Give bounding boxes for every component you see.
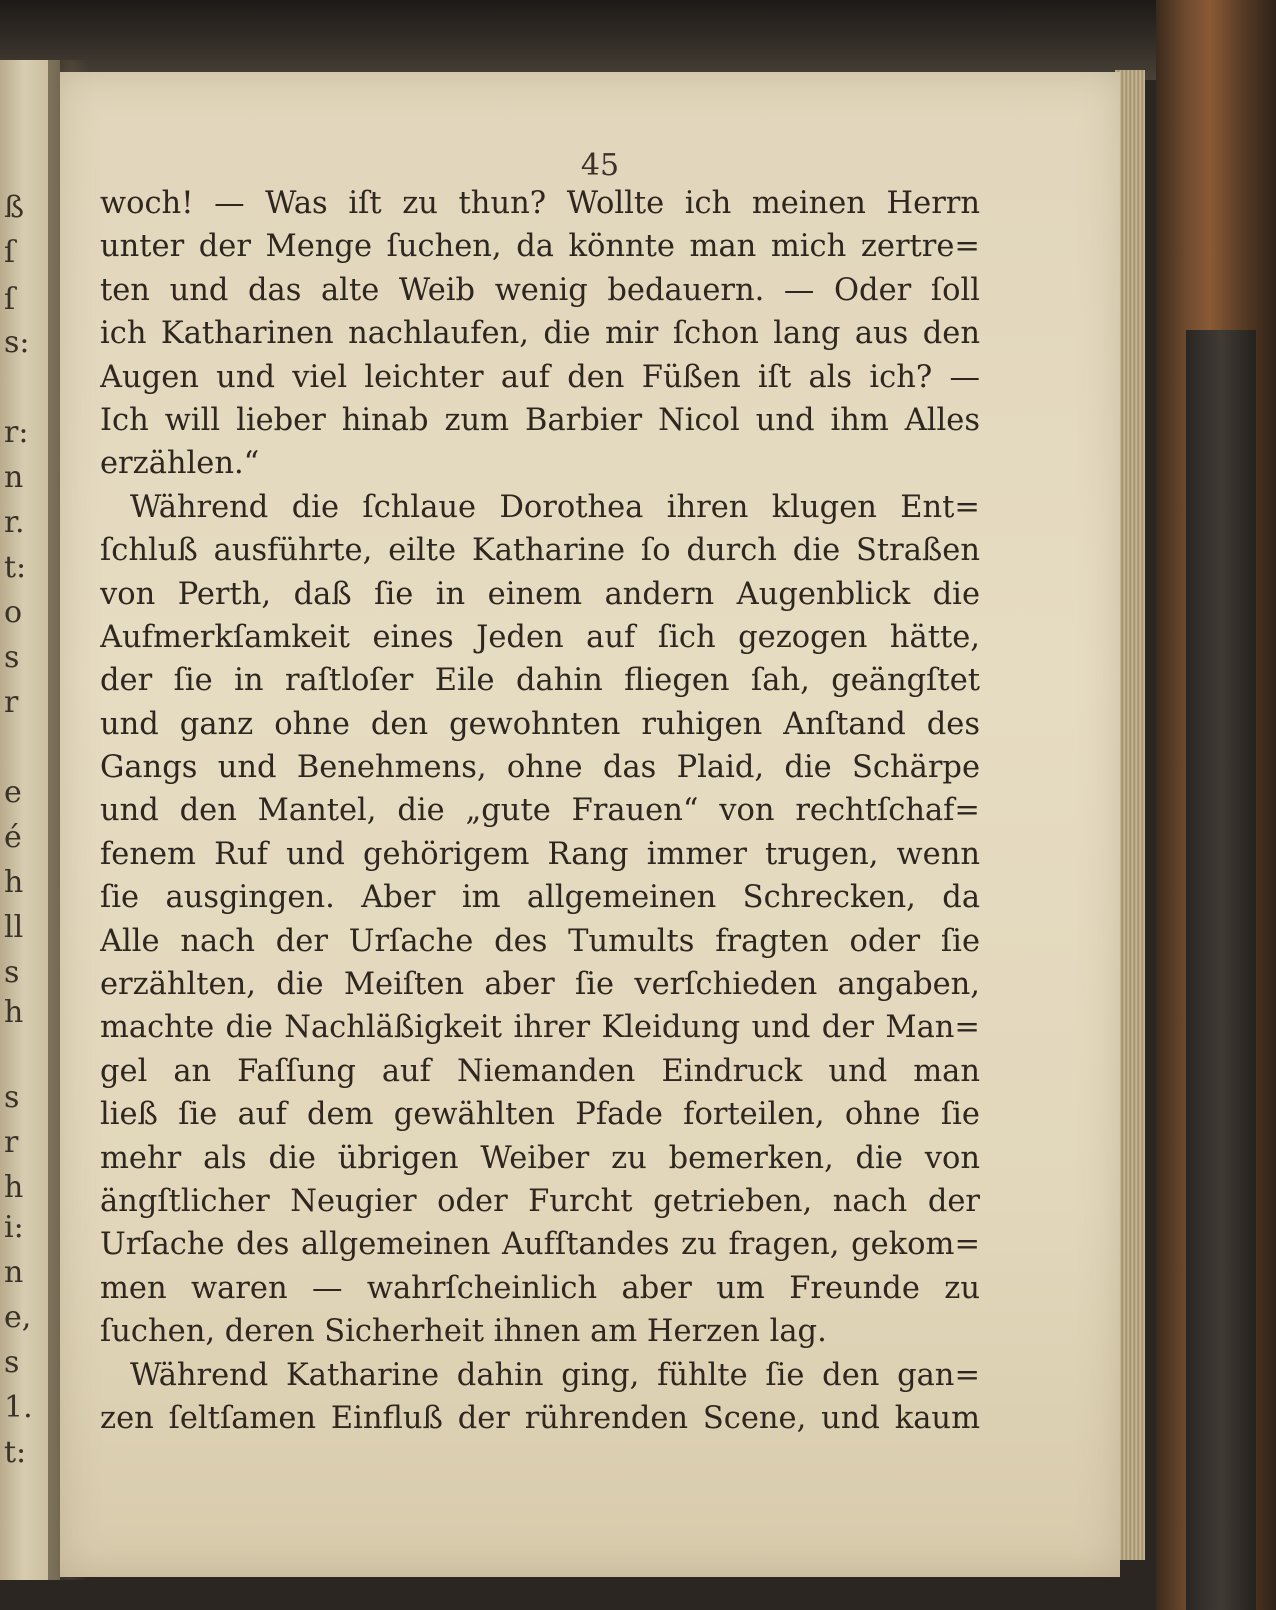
text-line: woch! — Was iſt zu thun? Wollte ich meinen Herrn (100, 186, 980, 221)
margin-fragment: h (4, 865, 24, 900)
text-line: gel an Faſſung auf Niemanden Eindruck und man (100, 1053, 980, 1089)
text-line: Augen und viel leichter auf den Füßen iſt als ich? — (100, 359, 980, 395)
text-line: mehr als die übrigen Weiber zu bemerken, die von (100, 1140, 980, 1176)
margin-fragment: ſ (4, 235, 16, 270)
text-line: unter der Menge ſuchen, da könnte man mich zertre= (100, 229, 980, 265)
margin-fragment: 1. (4, 1390, 33, 1425)
text-line: men waren — wahrſcheinlich aber um Freunde zu (100, 1270, 980, 1306)
text-line: Ich will lieber hinab zum Barbier Nicol und ihm Alles (100, 402, 980, 438)
margin-fragment: s (4, 955, 20, 990)
paragraph-start-line: Während die ſchlaue Dorothea ihren klugen Ent= (130, 489, 980, 525)
paragraph-start-line: Während Katharine dahin ging, fühlte ſie den gan= (130, 1357, 980, 1393)
text-line: Urſache des allgemeinen Aufſtandes zu fragen, gekom= (100, 1227, 980, 1263)
text-line: zen ſeltſamen Einfluß der rührenden Scene, und kaum (100, 1400, 980, 1436)
margin-fragment: h (4, 1170, 24, 1205)
text-line: Aufmerkſamkeit eines Jeden auf ſich gezogen hätte, (100, 619, 980, 655)
text-line: erzählten, die Meiſten aber ſie verſchieden angaben, (100, 967, 980, 1003)
text-line: ängſtlicher Neugier oder Furcht getrieben, nach der (100, 1183, 980, 1219)
margin-fragment: e (4, 775, 22, 810)
margin-fragment: r (4, 1125, 19, 1160)
margin-fragment: t: (4, 1435, 27, 1470)
margin-fragment: ß (4, 190, 25, 225)
margin-fragment: s: (4, 325, 30, 360)
text-line: Gangs und Benehmens, ohne das Plaid, die Schärpe (100, 750, 980, 786)
text-line: und den Mantel, die „gute Frauen“ von rechtſchaf= (100, 793, 980, 829)
text-line: ließ ſie auf dem gewählten Pfade forteilen, ohne ſie (100, 1097, 980, 1133)
body-text (100, 182, 980, 1440)
text-line: von Perth, daß ſie in einem andern Augenblick die (100, 576, 980, 612)
margin-fragment: s (4, 640, 20, 675)
margin-fragment: r: (4, 415, 29, 450)
text-line: ſchluß ausführte, eilte Katharine ſo durch die Straßen (100, 533, 980, 569)
margin-fragment: e, (4, 1300, 32, 1335)
text-line: und ganz ohne den gewohnten ruhigen Anſtand des (100, 706, 980, 742)
text-line: der ſie in raſtloſer Eile dahin fliegen ſah, geängſtet (100, 663, 980, 699)
margin-fragment: r. (4, 505, 25, 540)
margin-fragment: i: (4, 1210, 24, 1245)
book-cover-top (0, 0, 1276, 80)
text-line: ten und das alte Weib wenig bedauern. — Oder ſoll (100, 272, 980, 308)
book-spine-binding (1186, 330, 1256, 1610)
text-line: Alle nach der Urſache des Tumults fragten oder ſie (100, 923, 980, 959)
text-line: machte die Nachläßigkeit ihrer Kleidung und der Man= (100, 1010, 980, 1046)
text-line: fenem Ruf und gehörigem Rang immer trugen, wenn (100, 836, 980, 872)
margin-fragment: s (4, 1080, 20, 1115)
book-page (60, 72, 1120, 1577)
text-line: ſuchen, deren Sicherheit ihnen am Herzen lag. (100, 1314, 827, 1350)
margin-fragment: ſ (4, 282, 16, 317)
margin-fragment: n (4, 460, 24, 495)
margin-fragment: r (4, 685, 19, 720)
margin-fragment: h (4, 995, 24, 1030)
margin-fragment: n (4, 1255, 24, 1290)
text-line: erzählen.“ (100, 446, 260, 482)
text-line: ich Katharinen nachlaufen, die mir ſchon lang aus den (100, 316, 980, 352)
margin-fragment: t: (4, 550, 27, 585)
text-line: ſie ausgingen. Aber im allgemeinen Schrecken, da (100, 880, 980, 916)
margin-fragment: s (4, 1345, 20, 1380)
margin-fragment: o (4, 595, 23, 630)
margin-fragment: ll (4, 910, 24, 945)
page-number: 45 (580, 148, 620, 183)
margin-fragment: é (4, 820, 22, 855)
